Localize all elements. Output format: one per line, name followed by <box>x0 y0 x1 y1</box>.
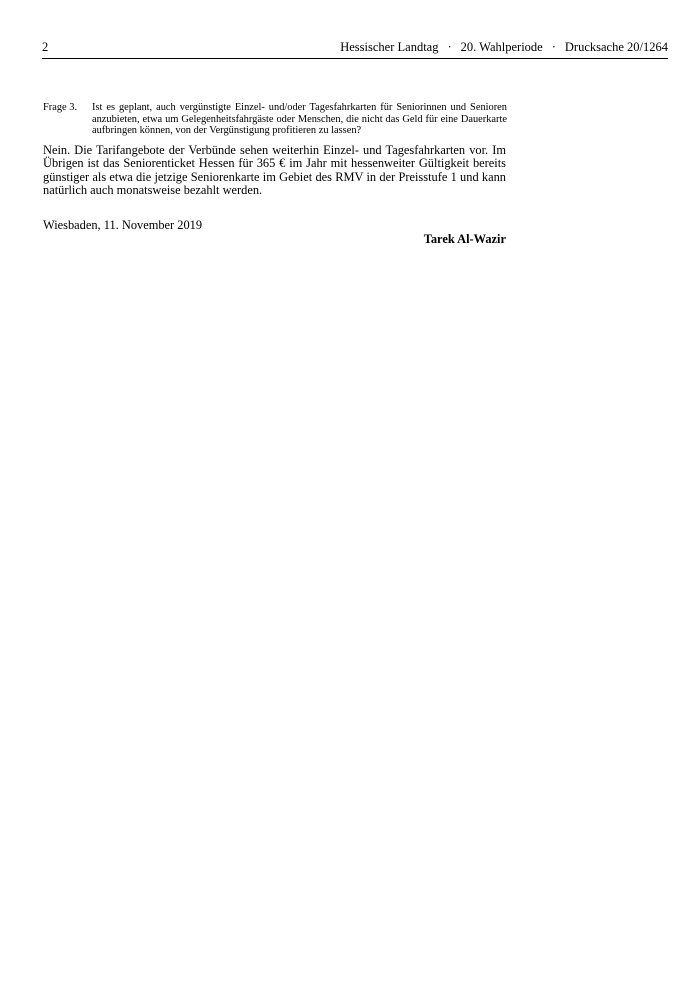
parliament-name: Hessischer Landtag <box>340 40 439 54</box>
page-number: 2 <box>42 40 49 54</box>
legislative-period: 20. Wahlperiode <box>460 40 543 54</box>
question-label: Frage 3. <box>43 102 78 113</box>
header-separator: · <box>447 40 452 54</box>
header-separator: · <box>551 40 556 54</box>
answer-text: Nein. Die Tarifangebote der Verbünde sehen weiterhin Einzel- und Tagesfahrkarten vor. Im Übrigen ist das Seniorenticket Hessen für 365 € im Jahr mit hessenweiter Gültigkeit bereits günstiger als etwa die jetzige Seniorenkarte im Gebiet des RMV in der Preisstufe 1 und kann natürlich auch monatsweise bezahlt werden. <box>43 143 506 198</box>
question-text: Ist es geplant, auch vergünstigte Einzel- und/oder Tagesfahrkarten für Seniorinnen und Senioren anzubieten, etwa um Gelegenheitsfahrgäste oder Menschen, die nicht das Geld für eine Dauerkarte aufbringen können, von der Vergünstigung profitieren zu lassen? <box>92 102 507 137</box>
header-meta <box>340 40 668 55</box>
page-header <box>42 40 668 59</box>
place-date: Wiesbaden, 11. November 2019 <box>43 218 203 232</box>
question-block <box>43 102 507 137</box>
document-reference: Drucksache 20/1264 <box>564 40 668 54</box>
signatory-name: Tarek Al-Wazir <box>423 232 506 246</box>
